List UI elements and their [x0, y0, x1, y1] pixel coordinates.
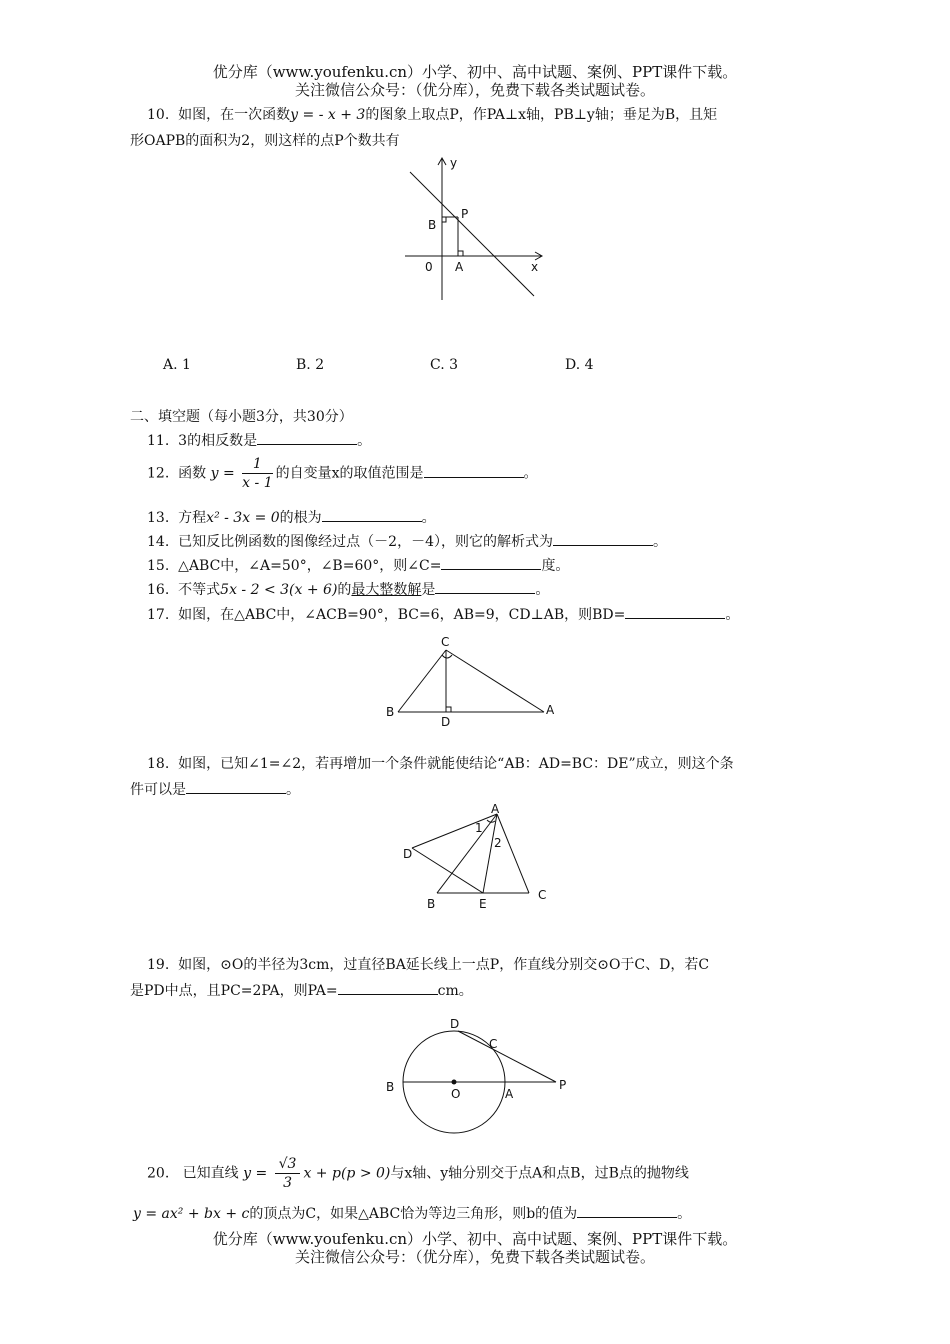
- answer-blank[interactable]: [577, 1203, 677, 1218]
- label-y: y: [450, 156, 458, 170]
- label-a: A: [455, 260, 464, 274]
- footer-line-2: 关注微信公众号：（优分库），免费下载各类试题试卷。: [294, 1248, 655, 1266]
- answer-blank[interactable]: [322, 507, 422, 522]
- punct: 。: [286, 782, 300, 798]
- label-c: C: [441, 635, 450, 649]
- question-text: △ABC中，∠A=50°，∠B=60°，则∠C=: [178, 558, 442, 574]
- label-a: A: [546, 703, 555, 717]
- question-number: 15.: [147, 558, 170, 574]
- label-c: C: [538, 888, 547, 902]
- question-text: 如图，⊙O的半径为3cm，过直径BA延长线上一点P，作直线分别交⊙O于C、D，若C: [178, 957, 710, 973]
- numerator: 1: [242, 455, 272, 474]
- figure-q19-circle: [380, 1015, 580, 1135]
- punct: 。: [535, 582, 550, 598]
- question-text: 的图象上取点P，作PA⊥x轴，PB⊥y轴；垂足为B，且矩: [365, 107, 718, 123]
- option-d: D. 4: [565, 357, 594, 373]
- label-x: x: [531, 260, 539, 274]
- answer-blank[interactable]: [424, 463, 524, 478]
- answer-blank[interactable]: [441, 555, 541, 570]
- header-line-1: 优分库（www.youfenku.cn）小学、初中、高中试题、案例、PPT课件下载。: [212, 63, 738, 81]
- question-number: 14.: [147, 534, 170, 550]
- formula: y = - x + 3: [290, 107, 366, 123]
- question-20-line-2: [133, 1203, 691, 1223]
- question-number: 13.: [147, 510, 170, 526]
- label-o: O: [451, 1087, 461, 1101]
- answer-blank[interactable]: [435, 579, 535, 594]
- answer-blank[interactable]: [186, 779, 286, 794]
- option-b: B. 2: [296, 357, 325, 373]
- punct: 。: [653, 534, 667, 550]
- denominator: 3: [283, 1175, 292, 1191]
- question-text: 是: [421, 582, 436, 598]
- formula: y =: [210, 465, 235, 482]
- label-a: A: [491, 802, 500, 816]
- label-p: P: [559, 1078, 567, 1092]
- label-o: 0: [425, 260, 433, 274]
- header-line-2: 关注微信公众号：（优分库），免费下载各类试题试卷。: [294, 81, 655, 99]
- question-text: 如图，在一次函数: [178, 107, 291, 123]
- question-16: [147, 579, 549, 599]
- question-text: 函数: [178, 465, 207, 482]
- question-text: 已知直线: [182, 1165, 239, 1182]
- question-17: [147, 604, 739, 624]
- question-text: 的根为: [279, 510, 322, 526]
- figure-q18-triangles: [395, 800, 555, 915]
- question-20: [147, 1155, 689, 1192]
- formula: y =: [243, 1165, 268, 1182]
- label-e: E: [479, 897, 487, 911]
- question-text: 件可以是: [130, 782, 186, 798]
- label-b: B: [386, 705, 395, 719]
- figure-q10-graph: [400, 150, 550, 300]
- punct: 度。: [541, 558, 570, 574]
- question-text: 方程: [178, 510, 207, 526]
- question-text: 的: [337, 582, 352, 598]
- question-number: 18.: [147, 756, 170, 772]
- section-title: 二、填空题（每小题3分，共30分）: [130, 409, 353, 425]
- answer-blank[interactable]: [625, 604, 725, 619]
- label-a: A: [505, 1087, 514, 1101]
- question-number: 16.: [147, 582, 170, 598]
- question-12: [147, 455, 538, 492]
- question-text: 的自变量x的取值范围是: [275, 465, 424, 482]
- punct: 。: [725, 607, 740, 623]
- punct: 。: [677, 1206, 692, 1222]
- label-b: B: [427, 897, 436, 911]
- formula: y = ax² + bx + c: [133, 1206, 250, 1222]
- label-b: B: [386, 1080, 395, 1094]
- question-text: 不等式: [178, 582, 221, 598]
- question-text: 是PD中点，且PC=2PA，则PA=: [130, 983, 338, 999]
- fraction: [275, 1155, 301, 1192]
- option-c: C. 3: [430, 357, 459, 373]
- figure-q17-triangle: [380, 630, 570, 730]
- question-number: 12.: [147, 465, 170, 482]
- formula: x² - 3x = 0: [206, 510, 280, 526]
- question-number: 10.: [147, 107, 170, 123]
- label-d: D: [441, 715, 451, 729]
- punct: 。: [421, 510, 436, 526]
- formula: 5x - 2 < 3(x + 6): [220, 582, 338, 598]
- footer-line-1: 优分库（www.youfenku.cn）小学、初中、高中试题、案例、PPT课件下载。: [212, 1230, 738, 1248]
- question-18-line-2: [130, 779, 300, 799]
- denominator: x - 1: [242, 475, 273, 491]
- answer-blank[interactable]: [338, 980, 438, 995]
- question-text: 与x轴、y轴分别交于点A和点B，过B点的抛物线: [390, 1165, 689, 1182]
- question-10-line-2: 形OAPB的面积为2，则这样的点P个数共有: [130, 133, 400, 149]
- label-angle-1: 1: [475, 821, 483, 835]
- question-19-line-2: [130, 980, 473, 1000]
- question-18: [147, 753, 734, 773]
- question-number: 20.: [147, 1165, 170, 1182]
- label-d: D: [403, 847, 413, 861]
- fraction: [242, 455, 272, 492]
- unit: cm。: [437, 983, 473, 999]
- question-number: 11.: [147, 433, 170, 449]
- label-p: P: [461, 207, 469, 221]
- underlined-text: 最大整数解: [351, 582, 422, 598]
- answer-blank[interactable]: [257, 430, 357, 445]
- question-number: 19.: [147, 957, 170, 973]
- question-15: [147, 555, 569, 575]
- formula: x + p(p > 0): [303, 1165, 391, 1182]
- label-b: B: [428, 218, 437, 232]
- question-text: 已知反比例函数的图像经过点（－2，－4），则它的解析式为: [178, 534, 553, 550]
- option-a: A. 1: [163, 357, 191, 373]
- question-text: 如图，已知∠1=∠2，若再增加一个条件就能使结论“AB：AD=BC：DE”成立，则这个条: [178, 756, 734, 772]
- question-text: 如图，在△ABC中，∠ACB=90°，BC=6，AB=9，CD⊥AB，则BD=: [178, 607, 626, 623]
- answer-blank[interactable]: [553, 531, 653, 546]
- punct: 。: [357, 433, 372, 449]
- question-10: [147, 104, 717, 124]
- punct: 。: [523, 465, 538, 482]
- question-19: [147, 954, 709, 974]
- label-d: D: [450, 1017, 460, 1031]
- numerator: √3: [275, 1155, 301, 1174]
- question-14: [147, 531, 667, 551]
- question-number: 17.: [147, 607, 170, 623]
- question-11: [147, 430, 371, 450]
- label-c: C: [489, 1037, 498, 1051]
- question-text: 的顶点为C，如果△ABC恰为等边三角形，则b的值为: [249, 1206, 578, 1222]
- label-angle-2: 2: [494, 836, 502, 850]
- question-13: [147, 507, 436, 527]
- question-text: 3的相反数是: [178, 433, 258, 449]
